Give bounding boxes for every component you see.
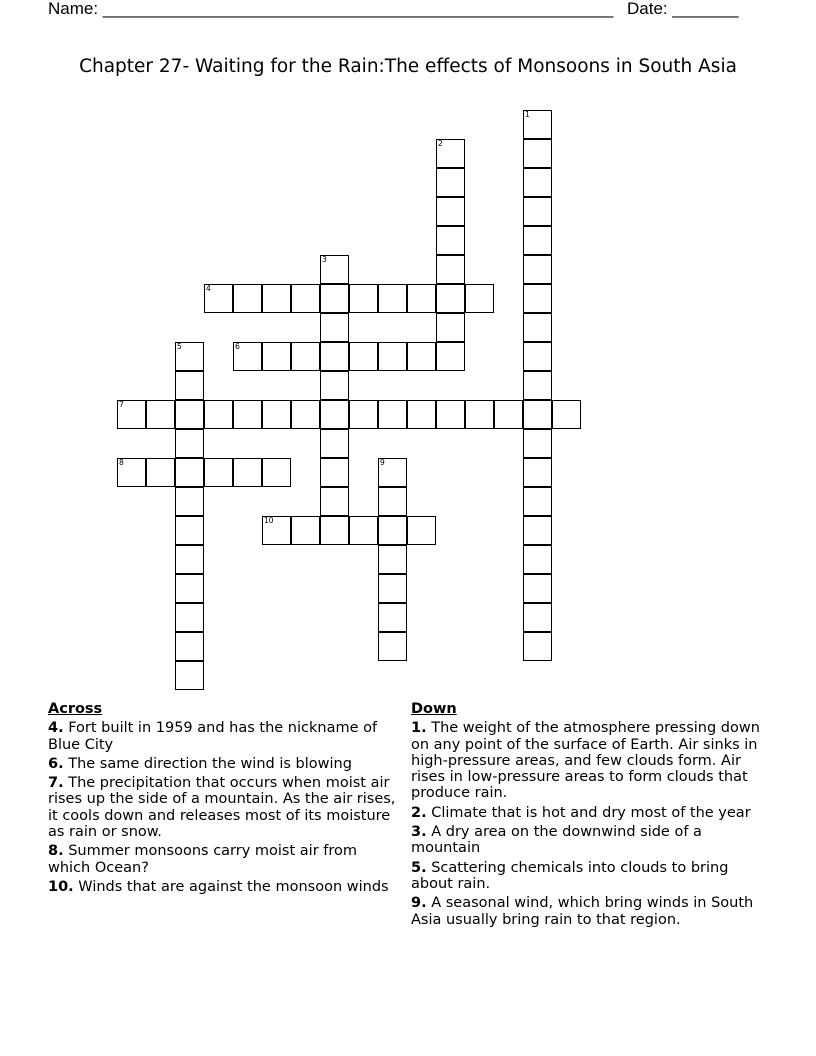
clue-number: 3. xyxy=(411,824,427,841)
grid-cell[interactable] xyxy=(523,603,552,632)
clue-text: A seasonal wind, which bring winds in South Asia usually bring rain to that region. xyxy=(411,895,754,928)
grid-cell[interactable] xyxy=(465,284,494,313)
grid-cell[interactable] xyxy=(523,139,552,168)
grid-cell[interactable] xyxy=(407,516,436,545)
grid-cell[interactable] xyxy=(436,226,465,255)
grid-cell[interactable] xyxy=(320,516,349,545)
grid-cell[interactable] xyxy=(320,400,349,429)
grid-cell[interactable] xyxy=(436,342,465,371)
grid-cell[interactable] xyxy=(523,313,552,342)
grid-cell[interactable] xyxy=(204,284,233,313)
clue-down-5 xyxy=(411,860,763,893)
grid-cell[interactable] xyxy=(262,400,291,429)
grid-cell[interactable] xyxy=(233,400,262,429)
grid-cell[interactable] xyxy=(320,255,349,284)
grid-cell[interactable] xyxy=(233,284,262,313)
grid-cell[interactable] xyxy=(552,400,581,429)
clue-number: 8. xyxy=(48,843,64,860)
grid-cell[interactable] xyxy=(407,400,436,429)
grid-cell[interactable] xyxy=(175,516,204,545)
grid-cell[interactable] xyxy=(233,458,262,487)
clue-number: 10. xyxy=(48,878,74,895)
grid-cell[interactable] xyxy=(407,284,436,313)
grid-cell[interactable] xyxy=(233,342,262,371)
grid-cell[interactable] xyxy=(349,284,378,313)
clue-text: Fort built in 1959 and has the nickname of Blue City xyxy=(48,720,378,753)
grid-cell[interactable] xyxy=(320,429,349,458)
grid-cell[interactable] xyxy=(175,545,204,574)
clue-number: 2. xyxy=(411,804,427,821)
grid-cell[interactable] xyxy=(436,139,465,168)
grid-cell[interactable] xyxy=(494,400,523,429)
grid-cell[interactable] xyxy=(523,168,552,197)
across-clues xyxy=(48,701,400,898)
grid-cell[interactable] xyxy=(378,342,407,371)
clue-across-4 xyxy=(48,720,400,753)
down-heading: Down xyxy=(411,701,457,717)
grid-cell[interactable] xyxy=(523,516,552,545)
grid-cell[interactable] xyxy=(378,516,407,545)
grid-cell[interactable] xyxy=(523,545,552,574)
grid-cell[interactable] xyxy=(262,342,291,371)
grid-cell[interactable] xyxy=(378,458,407,487)
grid-cell[interactable] xyxy=(146,458,175,487)
grid-cell[interactable] xyxy=(320,458,349,487)
grid-cell[interactable] xyxy=(523,342,552,371)
clue-text: Climate that is hot and dry most of the year xyxy=(431,804,751,821)
clue-down-3 xyxy=(411,824,763,857)
grid-cell[interactable] xyxy=(262,284,291,313)
grid-cell[interactable] xyxy=(117,400,146,429)
grid-cell[interactable] xyxy=(378,632,407,661)
grid-cell[interactable] xyxy=(436,313,465,342)
clue-number: 1. xyxy=(411,720,427,737)
grid-cell[interactable] xyxy=(349,342,378,371)
grid-cell[interactable] xyxy=(320,487,349,516)
grid-cell[interactable] xyxy=(320,284,349,313)
grid-cell[interactable] xyxy=(378,545,407,574)
clue-text: Scattering chemicals into clouds to bring about rain. xyxy=(411,859,729,892)
grid-cell[interactable] xyxy=(523,632,552,661)
cell-number: 2 xyxy=(438,139,443,148)
cell-number: 10 xyxy=(264,516,274,525)
grid-cell[interactable] xyxy=(291,516,320,545)
cell-number: 3 xyxy=(322,255,327,264)
clue-number: 9. xyxy=(411,895,427,912)
grid-cell[interactable] xyxy=(378,574,407,603)
grid-cell[interactable] xyxy=(175,458,204,487)
grid-cell[interactable] xyxy=(291,400,320,429)
down-clues xyxy=(411,701,763,931)
clue-across-8 xyxy=(48,843,400,876)
clue-number: 5. xyxy=(411,859,427,876)
grid-cell[interactable] xyxy=(320,342,349,371)
grid-cell[interactable] xyxy=(262,458,291,487)
grid-cell[interactable] xyxy=(204,400,233,429)
cell-number: 8 xyxy=(119,458,124,467)
grid-cell[interactable] xyxy=(436,168,465,197)
grid-cell[interactable] xyxy=(378,487,407,516)
clue-down-9 xyxy=(411,895,763,928)
grid-cell[interactable] xyxy=(523,487,552,516)
grid-cell[interactable] xyxy=(175,661,204,690)
clue-number: 4. xyxy=(48,720,64,737)
grid-cell[interactable] xyxy=(291,342,320,371)
clue-number: 6. xyxy=(48,755,64,772)
grid-cell[interactable] xyxy=(175,574,204,603)
cell-number: 7 xyxy=(119,400,124,409)
cell-number: 6 xyxy=(235,342,240,351)
cell-number: 1 xyxy=(525,110,530,119)
grid-cell[interactable] xyxy=(523,255,552,284)
grid-cell[interactable] xyxy=(175,603,204,632)
grid-cell[interactable] xyxy=(349,516,378,545)
grid-cell[interactable] xyxy=(523,400,552,429)
clue-across-6 xyxy=(48,756,400,772)
grid-cell[interactable] xyxy=(175,342,204,371)
grid-cell[interactable] xyxy=(117,458,146,487)
grid-cell[interactable] xyxy=(175,487,204,516)
grid-cell[interactable] xyxy=(436,284,465,313)
cell-number: 4 xyxy=(206,284,211,293)
page-title: Chapter 27- Waiting for the Rain:The effects of Monsoons in South Asia xyxy=(79,56,737,77)
grid-cell[interactable] xyxy=(349,400,378,429)
grid-cell[interactable] xyxy=(378,603,407,632)
grid-cell[interactable] xyxy=(262,516,291,545)
clue-across-7 xyxy=(48,775,400,840)
grid-cell[interactable] xyxy=(175,632,204,661)
name-line[interactable]: Name: ______________________________________________________ xyxy=(48,0,614,18)
clue-text: The precipitation that occurs when moist air rises up the side of a mountain. As the air rises, it cools down and releases most of its moisture as rain or snow. xyxy=(48,775,396,841)
clue-text: A dry area on the downwind side of a mountain xyxy=(411,824,702,857)
clue-text: The same direction the wind is blowing xyxy=(68,755,352,772)
grid-cell[interactable] xyxy=(175,400,204,429)
grid-cell[interactable] xyxy=(436,400,465,429)
cell-number: 9 xyxy=(380,458,385,467)
grid-cell[interactable] xyxy=(175,371,204,400)
grid-cell[interactable] xyxy=(436,197,465,226)
clue-down-2 xyxy=(411,805,763,821)
grid-cell[interactable] xyxy=(523,197,552,226)
clue-text: Summer monsoons carry moist air from which Ocean? xyxy=(48,843,358,876)
grid-cell[interactable] xyxy=(523,371,552,400)
clue-number: 7. xyxy=(48,775,64,792)
grid-cell[interactable] xyxy=(320,313,349,342)
grid-cell[interactable] xyxy=(378,284,407,313)
grid-cell[interactable] xyxy=(175,429,204,458)
grid-cell[interactable] xyxy=(204,458,233,487)
grid-cell[interactable] xyxy=(465,400,494,429)
clue-text: Winds that are against the monsoon winds xyxy=(78,878,389,895)
grid-cell[interactable] xyxy=(436,255,465,284)
clue-text: The weight of the atmosphere pressing down on any point of the surface of Earth. Air sinks in high-pressure areas, and few clouds form. Air rises in low-pressure areas to form clouds that produce rain. xyxy=(411,720,760,802)
grid-cell[interactable] xyxy=(146,400,175,429)
grid-cell[interactable] xyxy=(320,371,349,400)
date-line[interactable]: Date: _______ xyxy=(627,0,739,18)
grid-cell[interactable] xyxy=(291,284,320,313)
clue-down-1 xyxy=(411,720,763,801)
grid-cell[interactable] xyxy=(378,400,407,429)
clue-across-10 xyxy=(48,879,400,895)
grid-cell[interactable] xyxy=(523,574,552,603)
grid-cell[interactable] xyxy=(523,284,552,313)
grid-cell[interactable] xyxy=(407,342,436,371)
grid-cell[interactable] xyxy=(523,226,552,255)
across-heading: Across xyxy=(48,701,103,717)
grid-cell[interactable] xyxy=(523,429,552,458)
grid-cell[interactable] xyxy=(523,110,552,139)
cell-number: 5 xyxy=(177,342,182,351)
grid-cell[interactable] xyxy=(523,458,552,487)
